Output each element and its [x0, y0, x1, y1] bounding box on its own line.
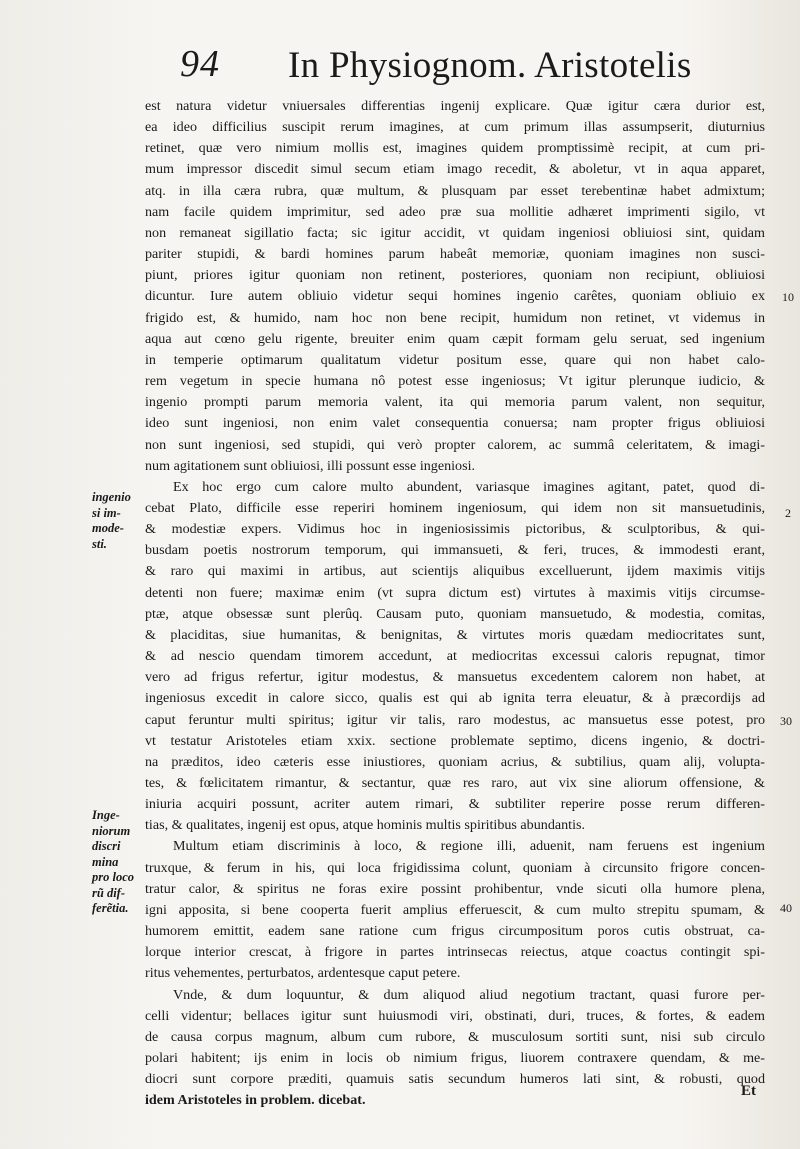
marginal-note-line: sti.: [92, 536, 107, 551]
marginal-note-line: ingenio: [92, 490, 131, 504]
text-line: tratur calor, & spiritus ne foras exire possint prohibentur, vnde sicuti olla humore plena,: [145, 880, 765, 897]
bleed-through-margin: [105, 160, 143, 280]
line-number-marker: 10: [782, 290, 794, 304]
text-line: detenti non fuere; maximæ enim (vt supra dictum est) virtutes à maximis vitijs circumse-: [145, 584, 765, 601]
marginal-note-line: ferẽtia.: [92, 901, 129, 915]
text-line: num agitationem sunt obliuiosi, illi possunt esse ingeniosi.: [145, 457, 476, 474]
text-line: humorem emittit, eadem sane ratione cum frigus circumpositum poros cutis obstruat, ca-: [145, 923, 765, 940]
text-line: lorque interior crescat, à frigore in partes intrinsecas reiectus, atque coactus contingit spi-: [145, 944, 765, 961]
text-line: Vnde, & dum loquuntur, & dum aliquod aliud negotium tractant, quasi furore per-: [173, 986, 765, 1003]
line-number-marker: 40: [780, 901, 792, 915]
body-text: [145, 96, 765, 1112]
text-line: est natura videtur vniuersales differentias ingenij explicare. Quæ igitur cæra durior est,: [145, 98, 765, 114]
text-line: tes, & fœlicitatem rimantur, & sectantur, quæ res raro, aut vix sine aliorum offensione, &: [145, 775, 765, 791]
text-line: Multum etiam discriminis à loco, & regione illi, aduenit, nam feruens est ingenium: [173, 838, 765, 855]
text-line: diocri sunt corpore præditi, quamuis satis secundum humeros lati sint, & robusti, quod: [145, 1071, 765, 1088]
marginal-note-line: pro loco: [92, 870, 135, 884]
text-line: na præditos, ideo cæteris esse iniustiores, quoniam acrius, & subtilius, quam alij, volupta-: [145, 753, 765, 770]
text-line: pariter stupidi, & bardi homines parum habeât memoriæ, quoniam imagines non susci-: [145, 246, 765, 263]
text-line: retinet, quæ vero nimium mollis est, imagines quidem promptissimè recipit, at cum pri-: [145, 140, 765, 157]
text-line: Ex hoc ergo cum calore multo abundent, variasque imagines agitant, patet, quod di-: [173, 478, 765, 495]
text-line: ingeniosus excedit in calore sicco, qualis est qui ab ignita terra eleuatur, & à præcordijs ad: [145, 690, 765, 707]
text-line: vero ad frigus refertur, igitur modestus, & mansuetus excedentem calorem non habet, at: [145, 669, 765, 686]
text-line: tias, & qualitates, ingenij est opus, atque hominis multis spiritibus abundantis.: [145, 817, 586, 834]
line-number-marker: 30: [780, 714, 792, 728]
text-line: dicuntur. Iure autem obliuio videtur sequi homines ingenio carêtes, quoniam obliuio ex: [145, 288, 765, 305]
text-line: vt testatur Aristoteles etiam xxix. sectione problemate septimo, dicens ingenio, & doctri-: [145, 732, 765, 749]
text-line: mum impressor discedit simul secum etiam imago recedit, & aboletur, vt in aqua apparet,: [145, 161, 765, 178]
page-number: 94: [180, 43, 220, 85]
text-line: ingenio prompti parum memoria valent, ita qui memoria parum valent, non sequitur,: [145, 394, 765, 411]
catchword: Et: [741, 1083, 756, 1099]
marginal-note-ingeniorum: [92, 808, 134, 917]
text-line: frigido est, & humido, nam hoc non bene recipit, humidum non retinet, vt videmus in: [145, 309, 765, 326]
text-line: idem Aristoteles in problem. dicebat.: [145, 1092, 366, 1109]
text-line: & modestiæ expers. Vidimus hoc in ingeniosissimis pictoribus, & sculptoribus, & qui-: [145, 521, 765, 538]
text-line: & ad nescio quendam timorem accedunt, at mediocritas excessui caloris repugnat, timor: [145, 648, 765, 665]
text-line: truxque, & ferum in his, qui loca frigidissima colunt, quoniam à circunsito frigore concen-: [145, 859, 765, 876]
text-line: polari habitent; ijs enim in locis ob nimium frigus, liuorem contraxere quendam, & me-: [145, 1050, 765, 1067]
text-line: ptæ, atque obsessæ sunt plerûq. Causam puto, quoniam mansuetudo, & modestia, comitas,: [145, 605, 765, 622]
marginal-note-line: niorum: [92, 823, 131, 838]
text-line: aqua aut cœno gelu rigente, breuiter enim quam cæpit formam gelu seruat, sed ingenium: [145, 330, 765, 347]
text-line: & raro qui maximi in artibus, aut scientijs aliquibus excelluerunt, ijdem maximis vitijs: [145, 563, 765, 580]
text-line: busdam poetis nostrorum temporum, qui immansueti, & feri, truces, & immodesti erant,: [145, 542, 765, 559]
marginal-note-line: Inge-: [92, 808, 120, 822]
text-line: in temperie optimarum qualitatum videtur positum esse, quare qui non habet calo-: [145, 351, 765, 368]
marginal-note-line: mode-: [92, 521, 124, 535]
marginal-note-ingenio: [92, 490, 131, 552]
text-line: ritus vehementes, perturbatos, ardentesque caput petere.: [145, 965, 461, 982]
page-header: [180, 42, 740, 92]
text-line: ideo sunt ingeniosi, non enim valet consequentia conuersa; nam propter frigus obliuiosi: [145, 415, 765, 432]
text-line: cebat Plato, difficile esse reperiri hominem ingeniosum, qui idem non sit mansuetudinis,: [145, 499, 765, 516]
text-line: piunt, priores igitur quoniam non retinent, posteriores, quoniam non recipiunt, obliuiosi: [145, 267, 765, 284]
text-line: rem vegetum in specie humana nô potest esse ingeniosus; Vt igitur plerunque iudicio, &: [145, 373, 765, 390]
text-line: celli videntur; bellaces igitur sunt huiusmodi viri, obstinati, duri, truces, & fortes, & eadem: [145, 1007, 765, 1024]
text-line: non remaneat sigillatio facta; sic igitur accidit, vt quidam ingeniosi obliuiosi sint, quidam: [145, 224, 765, 241]
text-line: ea ideo difficilius suscipit rerum imagines, at cum primum illas assumpserit, diuturnius: [145, 119, 765, 136]
text-line: iniuria acquiri possunt, acriter autem rimari, & subtiliter reperire posse rerum differen-: [145, 796, 765, 813]
text-line: de causa corpus magnum, album cum rubore, & musculosum sortiti sunt, nisi sub circulo: [145, 1028, 765, 1045]
marginal-note-line: si im-: [92, 505, 121, 520]
line-number-marker: 2: [785, 506, 791, 520]
text-line: atq. in illa cæra rubra, quæ multum, & plusquam par esset terebentinæ habet admixtum;: [145, 182, 765, 199]
running-title: In Physiognom. Aristotelis: [288, 45, 692, 86]
text-line: non sunt ingeniosi, sed stupidi, qui verò propter calorem, ac summâ celeritatem, & imagi-: [145, 436, 765, 453]
marginal-note-line: discri: [92, 839, 121, 853]
text-line: nam facile quidem imprimitur, sed adeo præ sua mollitie adhæret imprimenti sigilo, vt: [145, 203, 765, 220]
text-line: igni apposita, si bene cooperta fuerit amplius efferuescit, & cum multo strepitu spumam, &: [145, 901, 765, 918]
text-line: caput feruntur multi spiritus; igitur vir talis, raro modestus, ac mansuetus esse potest, pro: [145, 711, 765, 728]
marginal-note-line: mina: [92, 854, 119, 869]
marginal-note-line: rũ dif-: [92, 885, 125, 900]
text-line: & placiditas, siue humanitas, & benignitas, & virtutes moris quædam mediocritates sunt,: [145, 626, 765, 643]
